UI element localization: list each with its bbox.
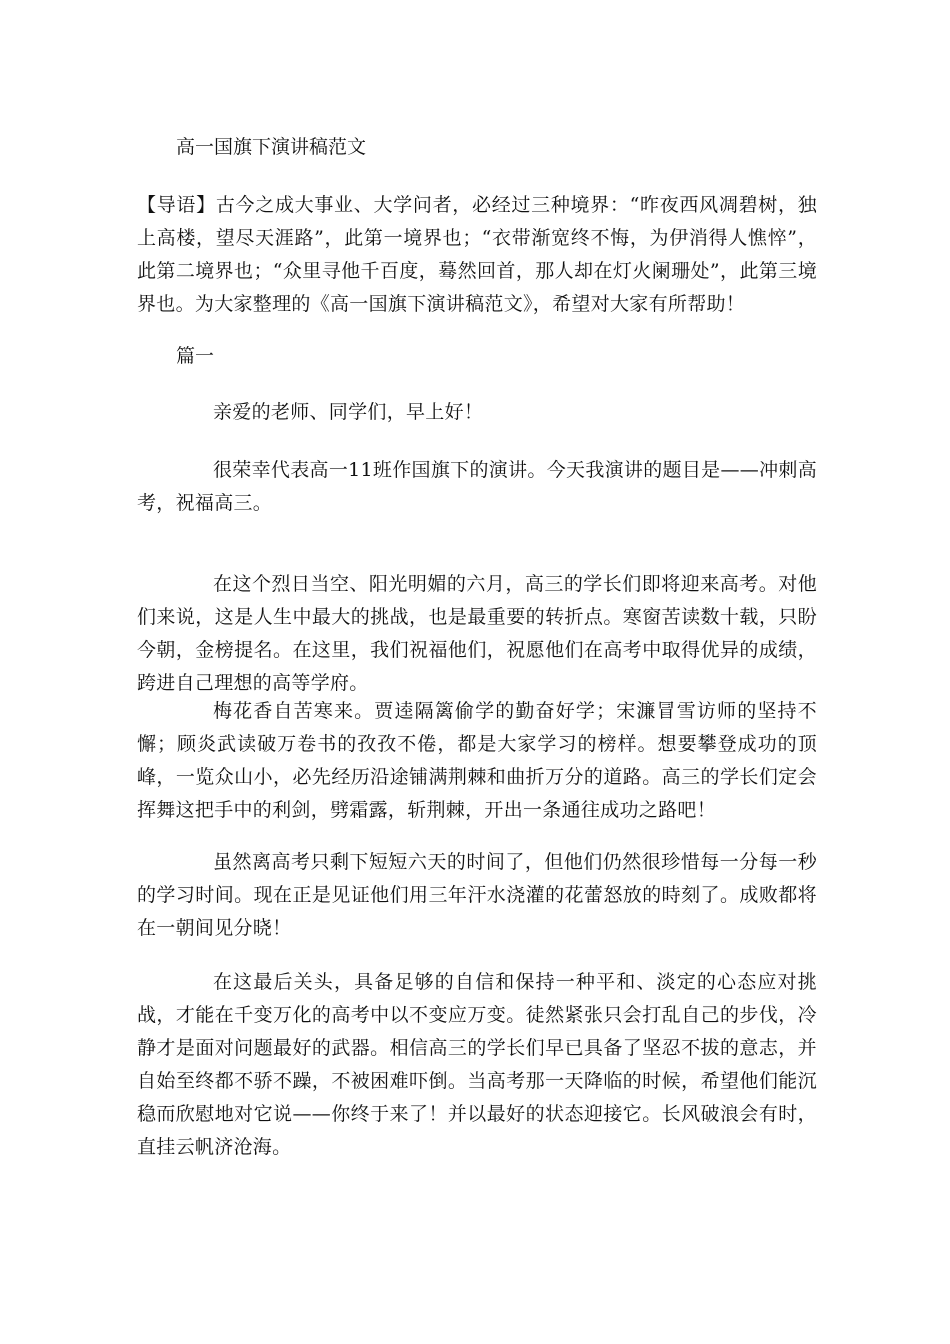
document-title: 高一国旗下演讲稿范文 xyxy=(176,136,367,158)
section-label: 篇一 xyxy=(176,345,215,367)
body-paragraph-final: 在这最后关头，具备足够的自信和保持一种平和、淡定的心态应对挑战，才能在千变万化的高考中以不变应万变。徒然紧张只会打乱自己的步伐，冷静才是面对问题最好的武器。相信高三的学长们早已具备了坚忍不拔的意志，并自始至终都不骄不躁，不被困难吓倒。当高考那一天降临的时候，希望他们能沉稳而欣慰地对它说——你终于来了！并以最好的状态迎接它。长风破浪会有时，直挂云帆济沧海。 xyxy=(137,971,817,1158)
body-paragraph-june: 在这个烈日当空、阳光明媚的六月，高三的学长们即将迎来高考。对他们来说，这是人生中最大的挑战，也是最重要的转折点。寒窗苦读数十载，只盼今朝，金榜提名。在这里，我们祝福他们，祝愿他们在高考中取得优异的成绩，跨进自己理想的高等学府。 xyxy=(137,573,817,694)
body-paragraph-topic: 很荣幸代表高一11班作国旗下的演讲。今天我演讲的题目是——冲刺高考，祝福高三。 xyxy=(137,459,817,514)
body-paragraph-plum: 梅花香自苦寒来。贾逵隔篱偷学的勤奋好学；宋濂冒雪访师的坚持不懈；顾炎武读破万卷书的孜孜不倦，都是大家学习的榜样。想要攀登成功的顶峰，一览众山小，必先经历沿途铺满荆棘和曲折万分的道路。高三的学长们定会挥舞这把手中的利剑，劈霜露，斩荆棘，开出一条通往成功之路吧！ xyxy=(137,700,817,821)
body-paragraph-greeting: 亲爱的老师、同学们，早上好！ xyxy=(213,401,484,423)
body-paragraph-six-days: 虽然离高考只剩下短短六天的时间了，但他们仍然很珍惜每一分每一秒的学习时间。现在正是见证他们用三年汗水浇灌的花蕾怒放的時刻了。成败都将在一朝间见分晓！ xyxy=(137,851,817,939)
intro-paragraph: 【导语】古今之成大事业、大学问者，必经过三种境界：“昨夜西风凋碧树，独上高楼，望尽天涯路”，此第一境界也；“衣带渐宽终不悔，为伊消得人憔悴”，此第二境界也；“众里寻他千百度，蓦然回首，那人却在灯火阑珊处”，此第三境界也。为大家整理的《高一国旗下演讲稿范文》，希望对大家有所帮助！ xyxy=(137,194,817,315)
